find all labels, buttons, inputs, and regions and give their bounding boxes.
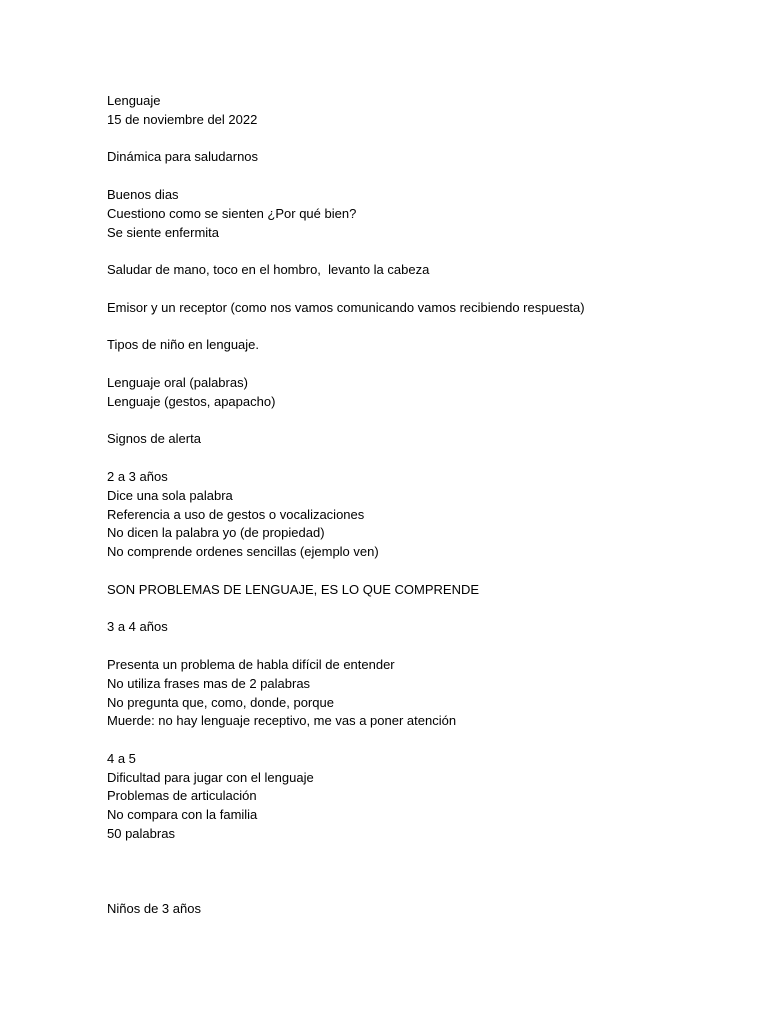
text-line: No pregunta que, como, donde, porque (107, 694, 334, 710)
text-line: SON PROBLEMAS DE LENGUAJE, ES LO QUE COMPRENDE (107, 581, 480, 597)
text-line: No utiliza frases mas de 2 palabras (107, 675, 311, 691)
text-line: Buenos dias (107, 186, 179, 202)
blank-line (107, 562, 747, 581)
text-line: Dificultad para jugar con el lenguaje (107, 769, 314, 785)
text-line: Problemas de articulación (107, 788, 257, 804)
text-line: Lenguaje (gestos, apapacho) (107, 393, 276, 409)
blank-line (107, 280, 747, 299)
doc-title: Lenguaje (107, 93, 161, 108)
blank-line (107, 881, 747, 900)
blank-line (107, 318, 747, 337)
text-line: Dinámica para saludarnos (107, 149, 259, 165)
text-line: No compara con la familia (107, 807, 258, 823)
age-heading: 3 a 4 años (107, 619, 168, 635)
text-line: Dice una sola palabra (107, 487, 233, 503)
age-heading: 4 a 5 (107, 750, 136, 766)
text-line: Cuestiono como se sienten ¿Por qué bien? (107, 205, 357, 221)
section-heading: Niños de 3 años (107, 901, 201, 917)
document-body (107, 92, 747, 919)
text-line: Referencia a uso de gestos o vocalizaciones (107, 506, 365, 522)
blank-line (107, 844, 747, 863)
text-line: Presenta un problema de habla difícil de entender (107, 656, 395, 672)
blank-line (107, 130, 747, 149)
text-line: 50 palabras (107, 826, 175, 842)
text-line: Muerde: no hay lenguaje receptivo, me vas a poner atención (107, 713, 457, 729)
text-line: Tipos de niño en lenguaje. (107, 337, 260, 353)
blank-line (107, 731, 747, 750)
doc-date: 15 de noviembre del 2022 (107, 111, 258, 127)
blank-line (107, 242, 747, 261)
text-line: Saludar de mano, toco en el hombro, levanto la cabeza (107, 262, 430, 278)
age-heading: 2 a 3 años (107, 468, 168, 484)
blank-line (107, 863, 747, 882)
section-heading: Signos de alerta (107, 431, 201, 447)
blank-line (107, 167, 747, 186)
text-line: No dicen la palabra yo (de propiedad) (107, 525, 325, 541)
text-line: Lenguaje oral (palabras) (107, 374, 248, 390)
blank-line (107, 449, 747, 468)
text-line: Emisor y un receptor (como nos vamos comunicando vamos recibiendo respuesta) (107, 299, 585, 315)
blank-line (107, 412, 747, 431)
blank-line (107, 637, 747, 656)
text-line: Se siente enfermita (107, 224, 220, 240)
text-line: No comprende ordenes sencillas (ejemplo ven) (107, 544, 379, 560)
blank-line (107, 600, 747, 619)
blank-line (107, 355, 747, 374)
